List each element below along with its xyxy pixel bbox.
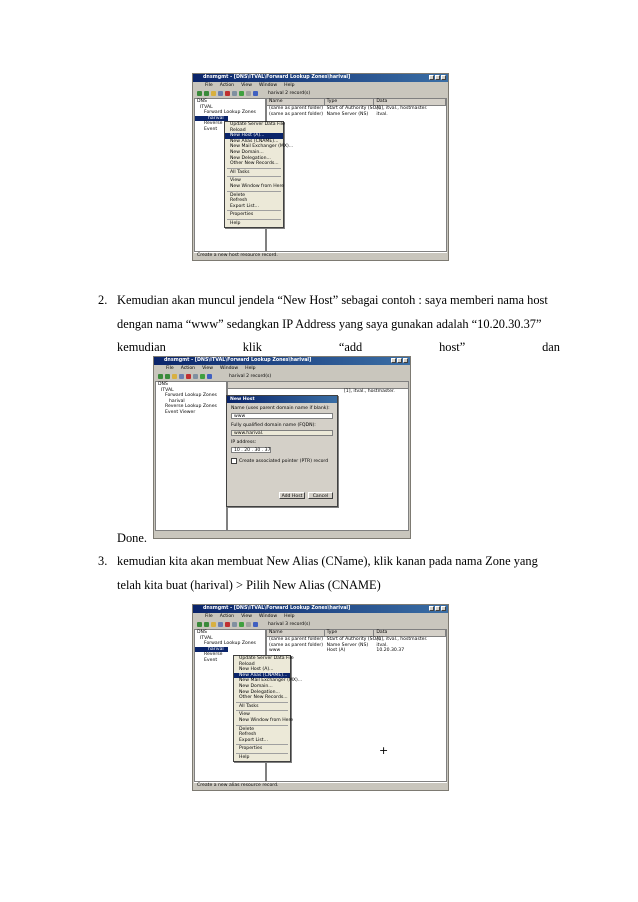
tree-event-viewer[interactable]: Event Viewer — [165, 409, 196, 415]
table-row[interactable]: (same as parent folder) Start of Authority (SOA) [1], itval., hostmaster. — [269, 637, 428, 642]
name-label: Name (uses parent domain name if blank): — [231, 406, 330, 411]
host-name-field[interactable]: www — [231, 413, 333, 419]
menu-separator — [236, 702, 288, 703]
properties-icon[interactable] — [193, 374, 198, 379]
menu-separator — [227, 219, 281, 220]
zone-header: harival 2 record(s) — [268, 91, 311, 96]
export-icon[interactable] — [246, 622, 251, 627]
screenshot-dns-new-alias-menu — [192, 604, 449, 791]
forward-icon[interactable] — [204, 622, 209, 627]
list-header — [267, 99, 446, 106]
menu-file[interactable]: File — [205, 614, 213, 619]
fqdn-label: Fully qualified domain name (FQDN): — [231, 423, 316, 428]
menu-item-new-window[interactable]: New Window from Here — [230, 183, 285, 189]
tree-icon[interactable] — [218, 622, 223, 627]
tree-forward-zones[interactable]: Forward Lookup Zones — [204, 641, 256, 646]
menu-item-all-tasks[interactable]: All Tasks — [239, 703, 259, 709]
tree-icon[interactable] — [218, 91, 223, 96]
dialog-title: New Host — [227, 396, 337, 403]
tree-forward-zones[interactable]: Forward Lookup Zones — [204, 110, 256, 115]
tree-zone-harival[interactable]: harival — [195, 116, 228, 122]
menu-bar — [193, 82, 448, 89]
delete-icon[interactable] — [225, 622, 230, 627]
menu-view[interactable]: View — [202, 366, 213, 371]
forward-icon[interactable] — [204, 91, 209, 96]
column-data[interactable]: Data — [374, 99, 446, 105]
screenshot-dns-new-host-menu — [192, 73, 449, 261]
menu-item-new-domain[interactable]: New Domain... — [239, 683, 273, 689]
forward-icon[interactable] — [165, 374, 170, 379]
column-type[interactable]: Type — [325, 99, 375, 105]
zone-header: harival 2 record(s) — [229, 374, 272, 379]
up-icon[interactable] — [172, 374, 177, 379]
step-3-paragraph — [98, 550, 560, 598]
records-list — [266, 629, 447, 782]
add-host-button[interactable]: Add Host — [279, 492, 305, 499]
menu-action[interactable]: Action — [219, 614, 235, 619]
table-row[interactable]: [1], itval., hostmaster. — [344, 389, 395, 394]
delete-icon[interactable] — [186, 374, 191, 379]
list-header — [267, 630, 446, 637]
toolbar — [193, 89, 448, 97]
menu-action[interactable]: Action — [180, 366, 196, 371]
menu-window[interactable]: Window — [219, 366, 239, 371]
menu-view[interactable]: View — [241, 83, 252, 88]
menu-item-all-tasks[interactable]: All Tasks — [230, 169, 250, 175]
ptr-checkbox[interactable] — [231, 458, 237, 464]
refresh-icon[interactable] — [239, 622, 244, 627]
menu-item-new-host[interactable]: New Host (A)... — [225, 133, 283, 139]
menu-item-new-delegation[interactable]: New Delegation... — [239, 689, 280, 695]
console-tree — [155, 381, 227, 531]
menu-item-properties[interactable]: Properties — [239, 746, 263, 752]
menu-item-new-host[interactable]: New Host (A)... — [239, 667, 274, 673]
tree-event-viewer[interactable]: Event — [204, 657, 218, 663]
table-row[interactable]: www Host (A) 10.20.30.37 — [269, 648, 405, 653]
column-type[interactable]: Type — [325, 630, 375, 636]
menu-item-help[interactable]: Help — [239, 754, 250, 760]
tree-server[interactable]: ITVAL — [200, 635, 213, 641]
menu-action[interactable]: Action — [219, 83, 235, 88]
menu-item-new-delegation[interactable]: New Delegation... — [230, 155, 271, 161]
menu-item-delete[interactable]: Delete — [239, 726, 255, 732]
toolbar — [154, 372, 410, 380]
menu-separator — [227, 191, 281, 192]
menu-item-new-domain[interactable]: New Domain... — [230, 149, 264, 155]
tree-forward-zones[interactable]: Forward Lookup Zones — [165, 393, 217, 398]
menu-window[interactable]: Window — [258, 83, 278, 88]
menu-item-properties[interactable]: Properties — [230, 212, 254, 218]
toolbar — [193, 620, 448, 628]
ptr-checkbox-label: Create associated pointer (PTR) record — [239, 458, 329, 464]
properties-icon[interactable] — [232, 91, 237, 96]
delete-icon[interactable] — [225, 91, 230, 96]
menu-item-update-server[interactable]: Update Server Data File — [239, 656, 294, 661]
menu-item-other-records[interactable]: Other New Records... — [230, 161, 279, 167]
menu-item-export[interactable]: Export List... — [239, 737, 268, 743]
refresh-icon[interactable] — [239, 91, 244, 96]
menu-item-new-alias[interactable]: New Alias (CNAME)... — [230, 138, 279, 144]
context-menu — [224, 121, 294, 228]
tree-icon[interactable] — [179, 374, 184, 379]
menu-item-update-server[interactable]: Update Server Data File — [230, 122, 285, 127]
tree-server[interactable]: ITVAL — [161, 387, 174, 393]
new-host-dialog — [226, 395, 338, 507]
table-row[interactable]: (same as parent folder) Start of Authority (SOA) [1], itval., hostmaster. — [269, 106, 428, 111]
ip-address-field[interactable]: 10 . 20 . 30 . 37 — [231, 447, 271, 453]
status-bar: Create a new alias resource record. — [194, 782, 447, 789]
menu-item-help[interactable]: Help — [230, 220, 241, 226]
ip-label: IP address: — [231, 440, 257, 445]
back-icon[interactable] — [197, 91, 202, 96]
tree-server[interactable]: ITVAL — [200, 104, 213, 110]
screenshot-new-host-dialog — [153, 356, 411, 539]
context-menu — [233, 655, 303, 762]
menu-item-new-alias[interactable]: New Alias (CNAME)... — [234, 673, 290, 679]
up-icon[interactable] — [211, 91, 216, 96]
menu-help[interactable]: Help — [245, 366, 256, 371]
up-icon[interactable] — [211, 622, 216, 627]
back-icon[interactable] — [158, 374, 163, 379]
tree-reverse-zones[interactable]: Reverse Lookup Zones — [165, 404, 217, 409]
menu-separator — [236, 753, 288, 754]
tree-dns[interactable]: DNS — [158, 382, 168, 387]
text-line: kemudian kita akan membuat New Alias (CName), klik kanan pada nama Zone yang — [117, 554, 538, 568]
step-2-closing — [98, 527, 560, 551]
menu-item-refresh[interactable]: Refresh — [230, 198, 248, 204]
menu-item-other-records[interactable]: Other New Records... — [239, 695, 288, 701]
window-controls[interactable] — [429, 75, 446, 80]
status-bar: Create a new host resource record. — [194, 252, 447, 259]
text-line: telah kita buat (harival) > Pilih New Alias (CNAME) — [117, 577, 381, 592]
menu-bar — [193, 613, 448, 620]
text-line: Done. — [117, 531, 147, 545]
text-line: dengan nama “www” sedangkan IP Address yang saya gunakan adalah “10.20.30.37” — [117, 316, 542, 331]
cancel-button[interactable]: Cancel — [308, 492, 333, 499]
tree-zone-harival[interactable]: harival — [169, 398, 185, 404]
ptr-checkbox-row[interactable] — [231, 458, 328, 464]
menu-file[interactable]: File — [166, 366, 174, 371]
crosshair-cursor-icon: + — [379, 744, 389, 757]
step-number: 2. — [98, 293, 108, 307]
menu-item-view[interactable]: View — [239, 712, 250, 718]
menu-item-new-mx[interactable]: New Mail Exchanger (MX)... — [230, 144, 294, 150]
menu-item-new-window[interactable]: New Window from Here — [239, 717, 294, 723]
menu-help[interactable]: Help — [284, 83, 295, 88]
menu-item-view[interactable]: View — [230, 178, 241, 184]
step-number: 3. — [98, 554, 108, 568]
menu-item-refresh[interactable]: Refresh — [239, 732, 257, 738]
window-controls[interactable] — [391, 358, 408, 363]
help-icon[interactable] — [253, 622, 258, 627]
tree-dns[interactable]: DNS — [197, 99, 207, 104]
menu-view[interactable]: View — [241, 614, 252, 619]
table-row[interactable]: (same as parent folder) Name Server (NS) itval. — [269, 111, 388, 117]
properties-icon[interactable] — [232, 622, 237, 627]
help-icon[interactable] — [207, 374, 212, 379]
menu-bar — [154, 365, 410, 372]
window-title: dnsmgmt - [DNS\ITVAL\Forward Lookup Zones\harival] — [193, 605, 448, 613]
tree-reverse-zones[interactable]: Reverse — [204, 652, 223, 657]
export-icon[interactable] — [246, 91, 251, 96]
text-line-justified: kemudian klik “add host” dan — [117, 340, 560, 354]
tree-dns[interactable]: DNS — [197, 630, 207, 635]
fqdn-field: www.harival. — [231, 430, 333, 436]
text-line: Kemudian akan muncul jendela “New Host” sebagai contoh : saya memberi nama host — [117, 293, 548, 307]
menu-item-delete[interactable]: Delete — [230, 192, 246, 198]
table-row[interactable]: (same as parent folder) Name Server (NS) itval. — [269, 642, 388, 648]
window-title: dnsmgmt - [DNS\ITVAL\Forward Lookup Zones\harival] — [193, 74, 448, 82]
tree-event-viewer[interactable]: Event — [204, 126, 218, 132]
menu-item-reload[interactable]: Reload — [239, 661, 255, 667]
menu-item-export[interactable]: Export List... — [230, 203, 259, 209]
column-data[interactable]: Data — [374, 630, 446, 636]
menu-window[interactable]: Window — [258, 614, 278, 619]
menu-file[interactable]: File — [205, 83, 213, 88]
tree-reverse-zones[interactable]: Reverse — [204, 121, 223, 126]
list-header — [228, 382, 408, 389]
window-controls[interactable] — [429, 606, 446, 611]
zone-header: harival 3 record(s) — [268, 622, 311, 627]
tree-zone-harival[interactable]: harival — [195, 647, 228, 653]
menu-item-reload[interactable]: Reload — [230, 127, 246, 133]
column-name[interactable]: Name — [267, 630, 325, 636]
menu-separator — [227, 168, 281, 169]
window-title: dnsmgmt - [DNS\ITVAL\Forward Lookup Zones\harival] — [154, 357, 410, 365]
column-name[interactable]: Name — [267, 99, 325, 105]
refresh-icon[interactable] — [200, 374, 205, 379]
menu-help[interactable]: Help — [284, 614, 295, 619]
records-list — [266, 98, 447, 252]
menu-separator — [236, 725, 288, 726]
back-icon[interactable] — [197, 622, 202, 627]
menu-item-new-mx[interactable]: New Mail Exchanger (MX)... — [239, 678, 303, 684]
help-icon[interactable] — [253, 91, 258, 96]
